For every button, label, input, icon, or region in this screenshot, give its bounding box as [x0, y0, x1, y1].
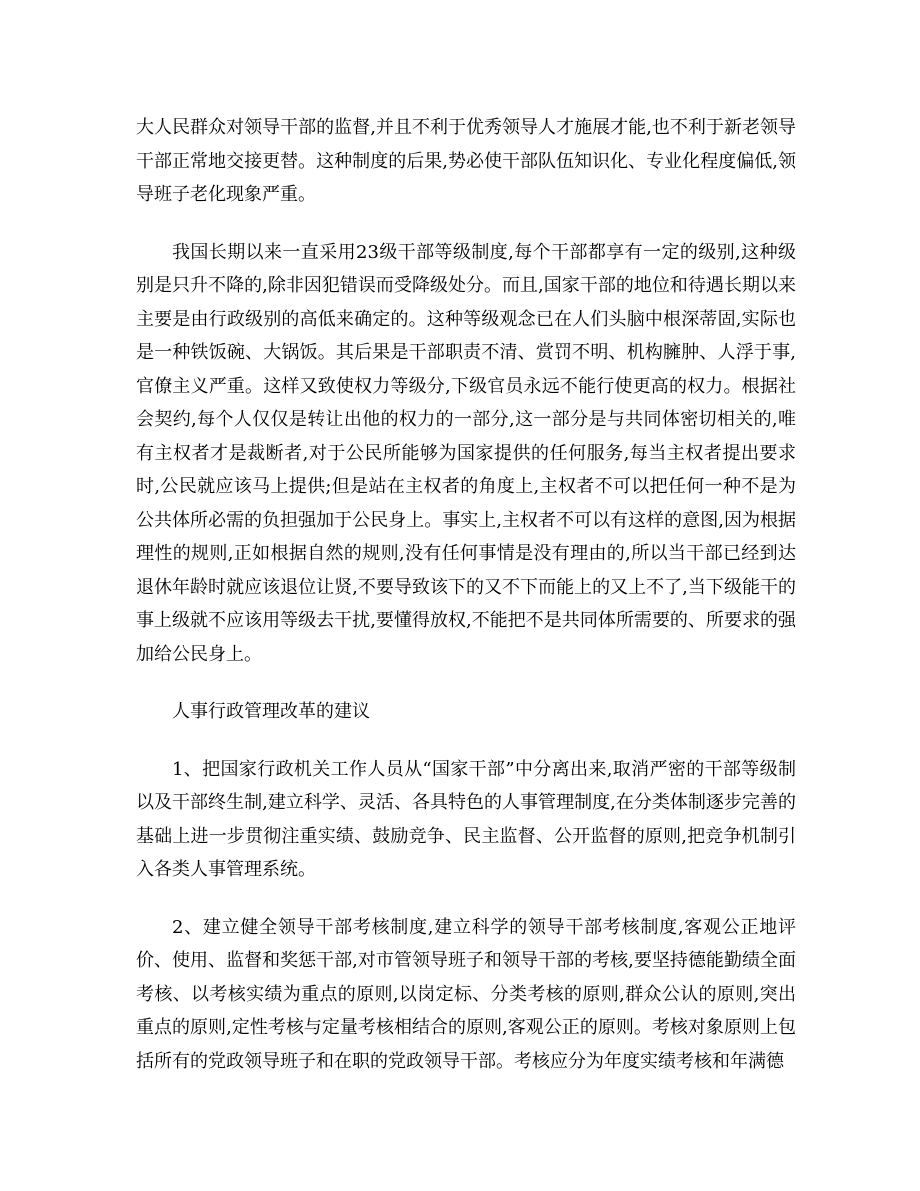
- paragraph-suggestion-1: 1、把国家行政机关工作人员从“国家干部”中分离出来,取消严密的干部等级制以及干部终生制,建立科学、灵活、各具特色的人事管理制度,在分类体制逐步完善的基础上进一步贯彻注重实绩、鼓励竞争、民主监督、公开监督的原则,把竞争机制引入各类人事管理系统。: [136, 758, 796, 880]
- paragraph-cadre-rank-system: 我国长期以来一直采用23级干部等级制度,每个干部都享有一定的级别,这种级别是只升不降的,除非因犯错误而受降级处分。而且,国家干部的地位和待遇长期以来主要是由行政级别的高低来确定的。这种等级观念已在人们头脑中根深蒂固,实际也是一种铁饭碗、大锅饭。其后果是干部职责不清、赏罚不明、机构臃肿、人浮于事,官僚主义严重。这样又致使权力等级分,下级官员永远不能行使更高的权力。根据社会契约,每个人仅仅是转让出他的权力的一部分,这一部分是与共同体密切相关的,唯有主权者才是裁断者,对于公民所能够为国家提供的任何服务,每当主权者提出要求时,公民就应该马上提供;但是站在主权者的角度上,主权者不可以把任何一种不是为公共体所必需的负担强加于公民身上。事实上,主权者不可以有这样的意图,因为根据理性的规则,正如根据自然的规则,没有任何事情是没有理由的,所以当干部已经到达退休年龄时就应该退位让贤,不要导致该下的又不下而能上的又上不了,当下级能干的事上级就不应该用等级去干扰,要懂得放权,不能把不是共同体所需要的、所要求的强加给公民身上。: [136, 241, 796, 665]
- section-heading: 人事行政管理改革的建议: [172, 701, 370, 722]
- paragraph-continuation: 大人民群众对领导干部的监督,并且不利于优秀领导人才施展才能,也不利于新老领导干部正常地交接更替。这种制度的后果,势必使干部队伍知识化、专业化程度偏低,领导班子老化现象严重。: [136, 117, 796, 205]
- paragraph-suggestion-2: 2、建立健全领导干部考核制度,建立科学的领导干部考核制度,客观公正地评价、使用、监督和奖惩干部,对市管领导班子和领导干部的考核,要坚持德能勤绩全面考核、以考核实绩为重点的原则,以岗定标、分类考核的原则,群众公认的原则,突出重点的原则,定性考核与定量考核相结合的原则,客观公正的原则。考核对象原则上包括所有的党政领导班子和在职的党政领导干部。考核应分为年度实绩考核和年满德: [136, 916, 796, 1072]
- document-body: [136, 111, 796, 1102]
